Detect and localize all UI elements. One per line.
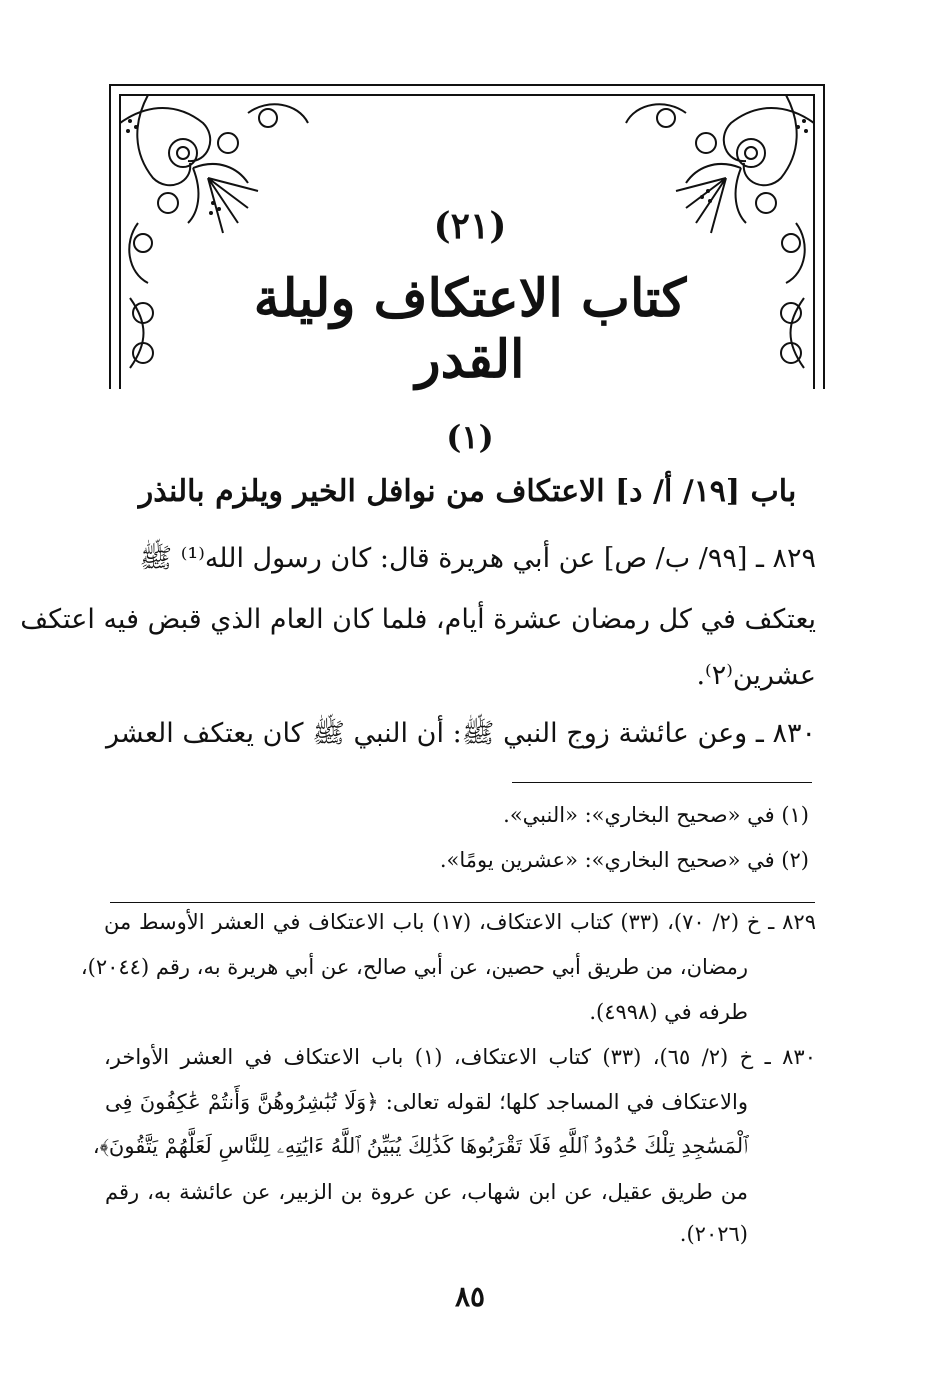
hadith-text-line: يعتكف في كل رمضان عشرة أيام، فلما كان العام الذي قبض فيه اعتكف [20,604,816,635]
footnote: (٢) في «صحيح البخاري»: «عشرين يومًا». [439,848,809,872]
footnote: (١) في «صحيح البخاري»: «النبي». [503,803,809,827]
chapter-title: كتاب الاعتكاف وليلة القدر [253,268,687,390]
hadith-text-line: ٨٢٩ ـ [٩٩/ ب/ ص] عن أبي هريرة قال: كان رسول الله⁽¹⁾ ﷺ [139,543,816,574]
takhrij-line: ٨٣٠ ـ خ (٢/ ٦٥)، (٣٣) كتاب الاعتكاف، (١) باب الاعتكاف في العشر الأواخر، [104,1045,816,1069]
hadith-text-line: ٨٣٠ ـ وعن عائشة زوج النبي ﷺ: أن النبي ﷺ كان يعتكف العشر [106,718,816,749]
takhrij-divider [110,902,815,903]
page-number: ٨٥ [454,1280,486,1313]
takhrij-line: والاعتكاف في المساجد كلها؛ لقوله تعالى: ﴿وَلَا تُبَٰشِرُوهُنَّ وَأَنتُمْ عَٰكِفُونَ فِى [105,1090,748,1114]
takhrij-line: طرفه في (٤٩٩٨). [589,1000,748,1024]
chapter-number: (٢١) [433,205,507,247]
takhrij-line: (٢٠٢٦). [679,1222,748,1246]
section-number: (١) [446,418,494,456]
quran-verse-line: ٱلْمَسَٰجِدِ تِلْكَ حُدُودُ ٱللَّهِ فَلَا تَقْرَبُوهَا كَذَٰلِكَ يُبَيِّنُ ٱللَّهُ ءَايَٰتِهِۦ لِلنَّاسِ لَعَلَّهُمْ يَتَّقُونَ﴾، [92,1134,748,1158]
section-heading: باب [١٩/ أ/ د] الاعتكاف من نوافل الخير ويلزم بالنذر [138,474,797,509]
takhrij-line: ٨٢٩ ـ خ (٢/ ٧٠)، (٣٣) كتاب الاعتكاف، (١٧) باب الاعتكاف في العشر الأوسط من [104,910,816,934]
hadith-text-line: عشرين⁽٢⁾. [696,660,816,691]
takhrij-line: من طريق عقيل، عن ابن شهاب، عن عروة بن الزبير، عن عائشة به، رقم [105,1180,748,1204]
footnote-divider [512,782,812,783]
takhrij-line: رمضان، من طريق أبي حصين، عن أبي صالح، عن أبي هريرة به، رقم (٢٠٤٤)، [80,955,748,979]
